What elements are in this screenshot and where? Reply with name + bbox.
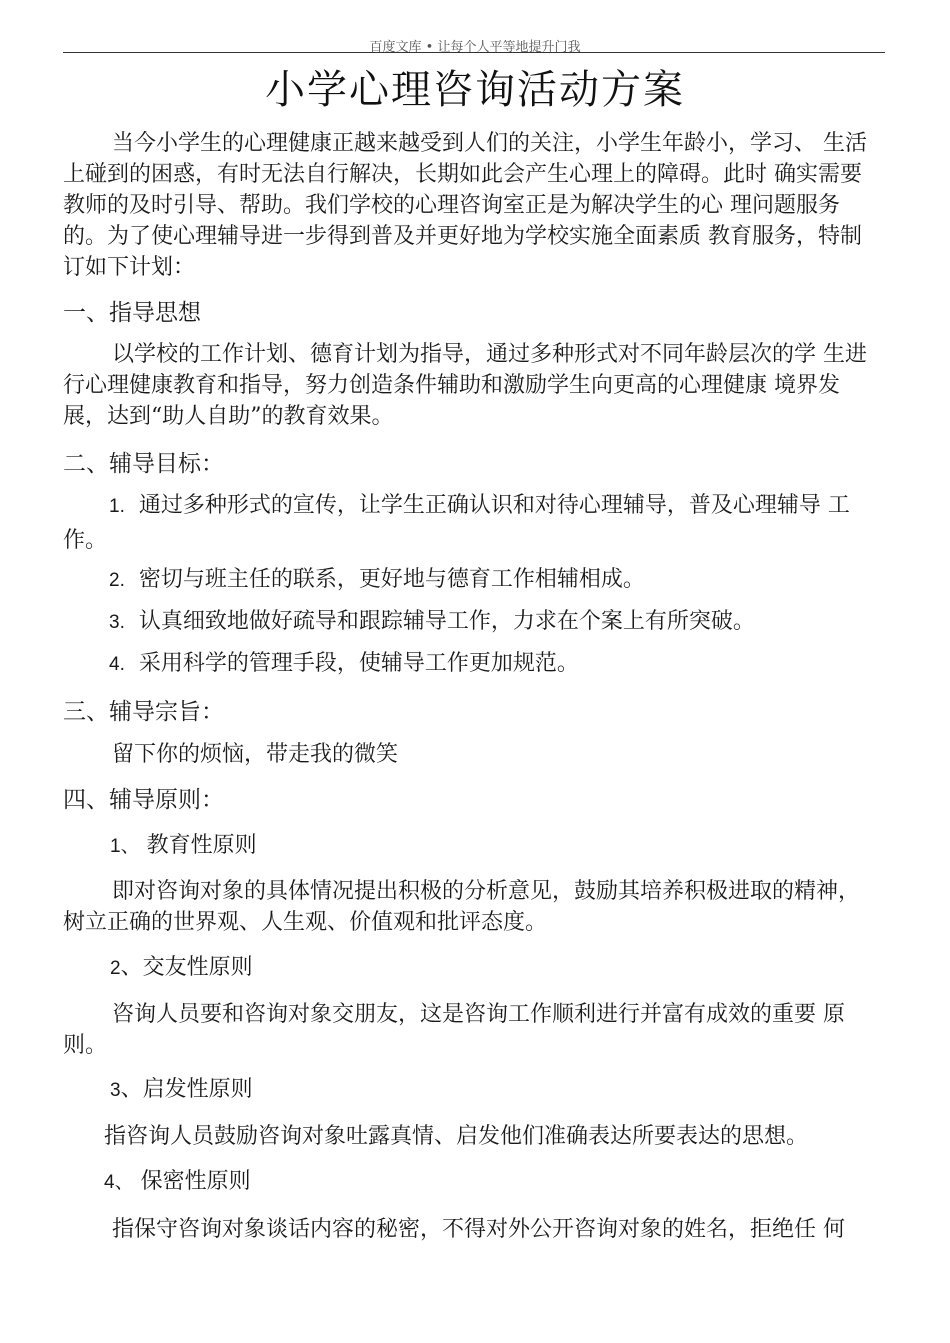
goal-number: 2. bbox=[109, 570, 125, 591]
principle-number: 1、 bbox=[110, 836, 140, 857]
goal-text: 通过多种形式的宣传，让学生正确认识和对待心理辅导，普及心理辅导 工作。 bbox=[63, 493, 850, 553]
principle-title bbox=[110, 1075, 253, 1106]
section4-heading: 四、辅导原则： bbox=[63, 787, 224, 813]
goal-item bbox=[63, 563, 873, 598]
principle-body: 咨询人员要和咨询对象交朋友，这是咨询工作顺利进行并富有成效的重要 原则。 bbox=[63, 1002, 845, 1058]
principle-number: 4、 bbox=[104, 1172, 134, 1193]
principle-name: 教育性原则 bbox=[139, 833, 257, 858]
section3-heading: 三、辅导宗旨： bbox=[63, 699, 224, 725]
principle-name: 、交友性原则 bbox=[120, 955, 253, 980]
goal-number: 3. bbox=[109, 612, 125, 633]
principle-body: 指保守咨询对象谈话内容的秘密，不得对外公开咨询对象的姓名，拒绝任 何 bbox=[112, 1217, 845, 1242]
goal-item bbox=[63, 605, 873, 640]
header-rule bbox=[63, 52, 885, 53]
goal-text: 密切与班主任的联系，更好地与德育工作相辅相成。 bbox=[138, 567, 645, 592]
goal-text: 认真细致地做好疏导和跟踪辅导工作，力求在个案上有所突破。 bbox=[138, 609, 755, 634]
principle-title bbox=[104, 1167, 251, 1198]
principle-number: 3 bbox=[110, 1080, 121, 1101]
principle-title bbox=[110, 831, 257, 862]
principle-name: 保密性原则 bbox=[133, 1169, 251, 1194]
goal-item bbox=[63, 647, 873, 682]
goal-text: 采用科学的管理手段，使辅导工作更加规范。 bbox=[138, 651, 579, 676]
goal-number: 4. bbox=[109, 654, 125, 675]
principle-title bbox=[110, 953, 253, 984]
section2-heading: 二、辅导目标： bbox=[63, 451, 224, 477]
page-header: 百度文库 • 让每个人平等地提升门我 bbox=[369, 40, 581, 55]
goal-number: 1. bbox=[109, 496, 125, 517]
section1-heading: 一、指导思想 bbox=[63, 300, 201, 326]
section3-body: 留下你的烦恼，带走我的微笑 bbox=[112, 742, 399, 767]
principle-number: 2 bbox=[110, 958, 121, 979]
document-title: 小学心理咨询活动方案 bbox=[265, 67, 685, 113]
intro-paragraph: 当今小学生的心理健康正越来越受到人们的关注，小学生年龄小，学习、 生活上碰到的困惑，有时无法自行解决，长期如此会产生心理上的障碍。此时 确实需要教师的及时引导、帮助。我们学校的心理咨询室正是为解决学生的心 理问题服务的。为了使心理辅导进一步得到普及并更好地为学校实施全面素质 教育服务，特制订如下计划： bbox=[63, 131, 867, 280]
section1-body: 以学校的工作计划、德育计划为指导，通过多种形式对不同年龄层次的学 生进行心理健康教育和指导，努力创造条件辅助和激励学生向更高的心理健康 境界发展，达到“助人自助”的教育效果。 bbox=[63, 342, 867, 429]
principle-body: 即对咨询对象的具体情况提出积极的分析意见，鼓励其培养积极进取的精神，树立正确的世界观、人生观、价值观和批评态度。 bbox=[63, 879, 861, 935]
goal-item bbox=[63, 489, 873, 558]
principle-body: 指咨询人员鼓励咨询对象吐露真情、启发他们准确表达所要表达的思想。 bbox=[104, 1124, 809, 1149]
principle-name: 、启发性原则 bbox=[120, 1077, 253, 1102]
